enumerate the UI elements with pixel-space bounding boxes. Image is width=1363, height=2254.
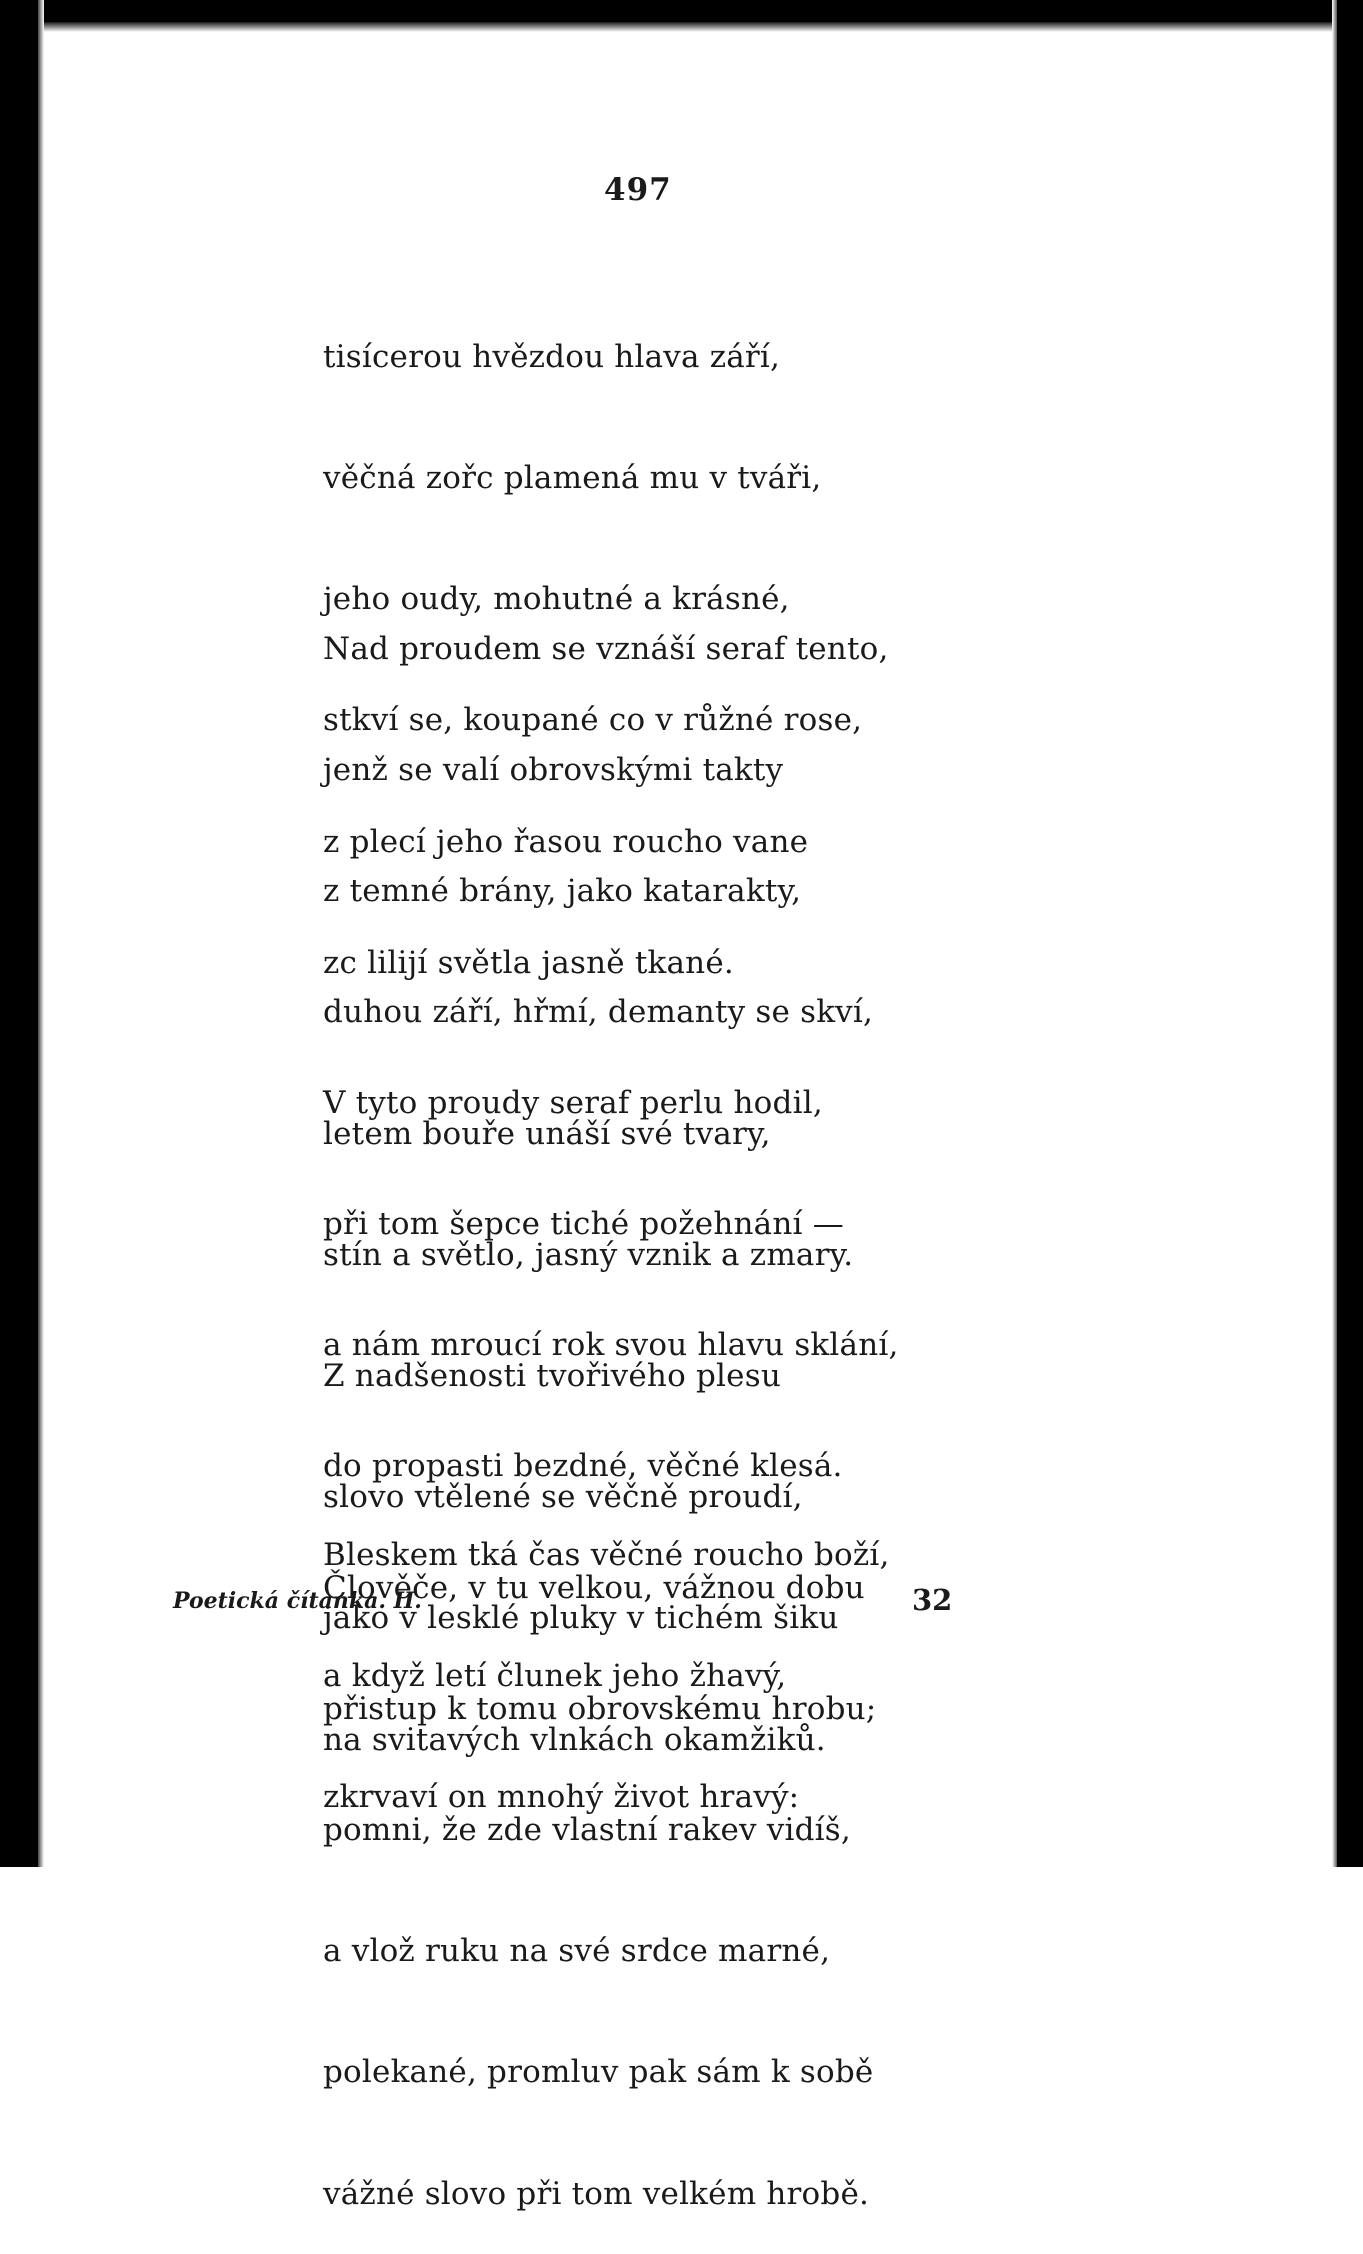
poem-line: duhou září, hřmí, demanty se skví, <box>323 994 874 1031</box>
stanza-4 <box>323 1454 890 1858</box>
poem-line: zc lilijí světla jasně tkané. <box>323 944 734 981</box>
poem-line: jako v lesklé pluky v tichém šiku <box>323 1600 839 1637</box>
footer-sheet-number: 32 <box>912 1583 953 1617</box>
scan-border-right <box>1337 0 1363 1867</box>
poem-line: a nám mroucí rok svou hlavu sklání, <box>323 1327 899 1364</box>
poem-line: Bleskem tká čas věčné roucho boží, <box>323 1536 890 1573</box>
poem-line: letem bouře unáší své tvary, <box>323 1115 771 1152</box>
poem-line: polekané, promluv pak sám k sobě <box>323 2054 874 2091</box>
scan-shadow-top <box>0 22 1363 32</box>
scan-shadow-right <box>1332 0 1337 1867</box>
poem-line: z plecí jeho řasou roucho vane <box>323 823 809 860</box>
footer-signature: Poetická čítanka. II. <box>173 1588 422 1614</box>
poem-line: slovo vtělené se věčně proudí, <box>323 1479 803 1516</box>
poem-line: na svitavých vlnkách okamžiků. <box>323 1721 826 1758</box>
poem-line: jenž se valí obrovskými takty <box>323 752 784 789</box>
poem-line: přistup k tomu obrovskému hrobu; <box>323 1690 877 1727</box>
poem-line: Z nadšenosti tvořivého plesu <box>323 1358 781 1395</box>
poem-line: zkrvaví on mnohý život hravý: <box>323 1779 800 1816</box>
poem-line: při tom šepce tiché požehnání — <box>323 1206 844 1243</box>
poem-line: vážné slovo při tom velkém hrobě. <box>323 2175 870 2212</box>
poem-line: Člověče, v tu velkou, vážnou dobu <box>323 1569 865 1606</box>
poem-line: z temné brány, jako katarakty, <box>323 873 802 910</box>
poem-line: pomni, že zde vlastní rakev vidíš, <box>323 1812 851 1849</box>
scan-shadow-left <box>38 0 44 1867</box>
poem-line: jeho oudy, mohutné a krásné, <box>323 581 790 618</box>
poem-line: do propasti bezdné, věčné klesá. <box>323 1448 843 1485</box>
page-number: 497 <box>604 172 672 208</box>
poem-line: stín a světlo, jasný vznik a zmary. <box>323 1236 854 1273</box>
poem-line: stkví se, koupané co v růžné rose, <box>323 702 863 739</box>
poem-line: V tyto proudy seraf perlu hodil, <box>323 1084 823 1121</box>
poem-line: Nad proudem se vznáší seraf tento, <box>323 630 889 667</box>
poem-line: a vlož ruku na své srdce marné, <box>323 1933 831 1970</box>
scan-border-left <box>0 0 38 1867</box>
scan-border-top <box>0 0 1363 22</box>
poem-line: tisícerou hvězdou hlava září, <box>323 338 781 375</box>
poem-line: a když letí člunek jeho žhavý, <box>323 1658 787 1695</box>
poem-line: věčná zořc plamená mu v tváři, <box>323 460 822 497</box>
